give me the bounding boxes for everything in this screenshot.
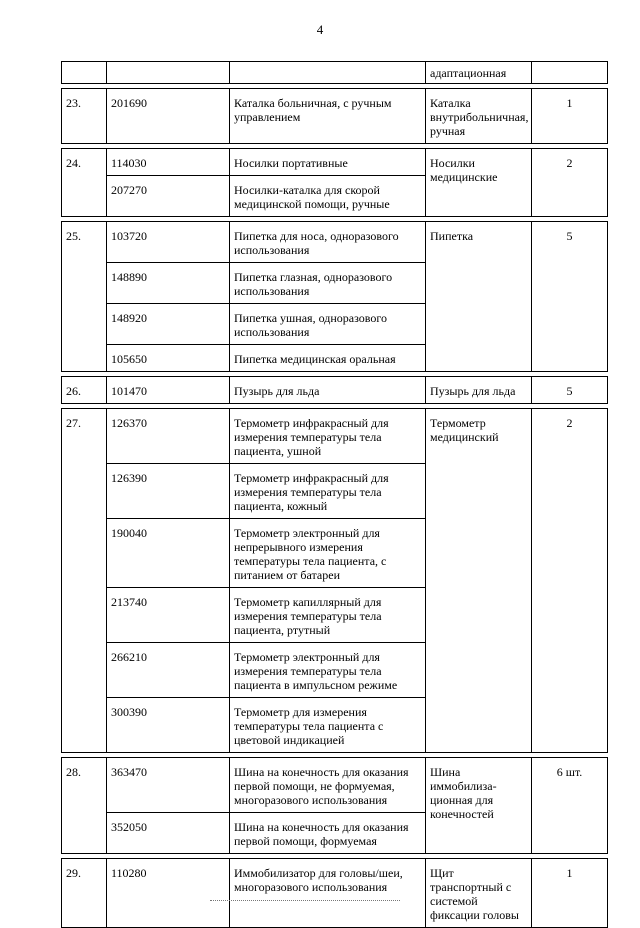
cell-num — [62, 62, 107, 84]
cell-group-name: Пипетка — [426, 222, 532, 372]
cell-qty: 5 — [532, 377, 608, 404]
cell-desc: Иммобилизатор для головы/шеи, многоразового использования — [230, 859, 426, 928]
cell-qty: 1 — [532, 859, 608, 928]
table-row — [62, 758, 608, 813]
table-row — [62, 89, 608, 144]
table-body — [62, 62, 608, 928]
cell-desc: Шина на конечность для оказания первой помощи, не формуемая, многоразового использования — [230, 758, 426, 813]
cell-code: 213740 — [107, 588, 230, 643]
cell-code: 101470 — [107, 377, 230, 404]
cell-qty: 6 шт. — [532, 758, 608, 854]
cell-desc — [230, 62, 426, 84]
cell-desc: Носилки портативные — [230, 149, 426, 176]
cell-code: 148890 — [107, 263, 230, 304]
cell-desc: Пипетка глазная, одноразового использования — [230, 263, 426, 304]
cell-desc: Термометр инфракрасный для измерения температуры тела пациента, кожный — [230, 464, 426, 519]
cell-desc: Пипетка медицинская оральная — [230, 345, 426, 372]
cell-qty: 2 — [532, 149, 608, 217]
cell-num: 24. — [62, 149, 107, 217]
cell-desc: Носилки-каталка для скорой медицинской помощи, ручные — [230, 176, 426, 217]
cell-desc: Каталка больничная, с ручным управлением — [230, 89, 426, 144]
cell-code: 148920 — [107, 304, 230, 345]
cell-code: 126390 — [107, 464, 230, 519]
cell-group-name: адаптационная — [426, 62, 532, 84]
cell-desc: Шина на конечность для оказания первой помощи, формуемая — [230, 813, 426, 854]
cell-code — [107, 62, 230, 84]
cell-group-name: Пузырь для льда — [426, 377, 532, 404]
cell-desc: Термометр для измерения температуры тела пациента с цветовой индикацией — [230, 698, 426, 753]
cell-group-name: Термометр медицинский — [426, 409, 532, 753]
cell-qty — [532, 62, 608, 84]
cell-code: 114030 — [107, 149, 230, 176]
cell-code: 363470 — [107, 758, 230, 813]
cell-num: 28. — [62, 758, 107, 854]
cell-desc: Пипетка для носа, одноразового использования — [230, 222, 426, 263]
table-row — [62, 859, 608, 928]
cell-qty: 1 — [532, 89, 608, 144]
cell-desc: Термометр электронный для непрерывного измерения температуры тела пациента, с питанием от батареи — [230, 519, 426, 588]
cell-code: 105650 — [107, 345, 230, 372]
cell-group-name: Шина иммобилиза-ционная для конечностей — [426, 758, 532, 854]
cell-num: 26. — [62, 377, 107, 404]
table-row — [62, 377, 608, 404]
cell-desc: Пузырь для льда — [230, 377, 426, 404]
cell-num: 25. — [62, 222, 107, 372]
cell-code: 110280 — [107, 859, 230, 928]
cell-code: 201690 — [107, 89, 230, 144]
cell-code: 352050 — [107, 813, 230, 854]
table-row — [62, 409, 608, 464]
cell-qty: 5 — [532, 222, 608, 372]
page-bottom-line — [210, 900, 400, 901]
cell-code: 103720 — [107, 222, 230, 263]
cell-num: 29. — [62, 859, 107, 928]
cell-qty: 2 — [532, 409, 608, 753]
table-row-continuation — [62, 62, 608, 84]
table-row — [62, 222, 608, 263]
cell-group-name: Каталка внутрибольничная, ручная — [426, 89, 532, 144]
cell-code: 300390 — [107, 698, 230, 753]
equipment-table — [61, 61, 608, 928]
cell-group-name: Носилки медицинские — [426, 149, 532, 217]
cell-code: 266210 — [107, 643, 230, 698]
cell-desc: Термометр электронный для измерения температуры тела пациента в импульсном режиме — [230, 643, 426, 698]
cell-desc: Термометр капиллярный для измерения температуры тела пациента, ртутный — [230, 588, 426, 643]
cell-num: 23. — [62, 89, 107, 144]
cell-code: 207270 — [107, 176, 230, 217]
cell-desc: Пипетка ушная, одноразового использования — [230, 304, 426, 345]
cell-code: 190040 — [107, 519, 230, 588]
cell-code: 126370 — [107, 409, 230, 464]
cell-group-name: Щит транспортный с системой фиксации головы — [426, 859, 532, 928]
cell-desc: Термометр инфракрасный для измерения температуры тела пациента, ушной — [230, 409, 426, 464]
page-number: 4 — [316, 22, 324, 37]
cell-num: 27. — [62, 409, 107, 753]
table-row — [62, 149, 608, 176]
